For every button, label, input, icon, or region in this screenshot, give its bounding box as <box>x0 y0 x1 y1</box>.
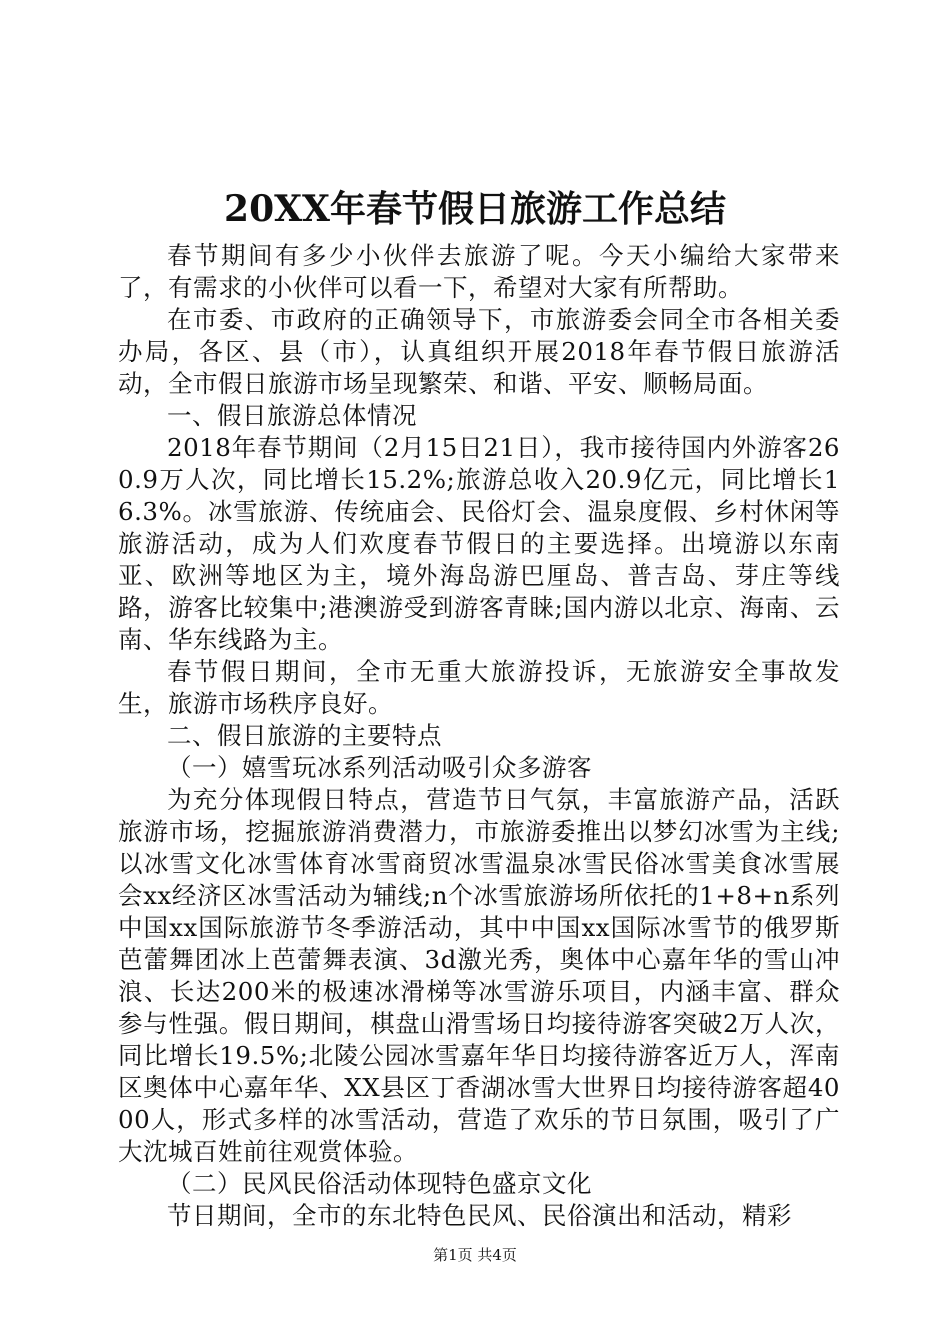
paragraph-intro: 春节期间有多少小伙伴去旅游了呢。今天小编给大家带来了，有需求的小伙伴可以看一下，希望对大家有所帮助。 <box>118 241 840 302</box>
paragraph-leadership: 在市委、市政府的正确领导下，市旅游委会同全市各相关委办局，各区、县（市），认真组织开展2018年春节假日旅游活动，全市假日旅游市场呈现繁荣、和谐、平安、顺畅局面。 <box>118 305 840 398</box>
document-body <box>118 240 840 1232</box>
subsection-heading-folk-culture: （二）民风民俗活动体现特色盛京文化 <box>167 1169 592 1198</box>
section-heading-features: 二、假日旅游的主要特点 <box>167 721 442 750</box>
section-heading-overview: 一、假日旅游总体情况 <box>167 401 417 430</box>
paragraph-safety: 春节假日期间，全市无重大旅游投诉，无旅游安全事故发生，旅游市场秩序良好。 <box>118 657 840 718</box>
subsection-heading-ice-snow: （一）嬉雪玩冰系列活动吸引众多游客 <box>167 753 592 782</box>
paragraph-folk-culture: 节日期间，全市的东北特色民风、民俗演出和活动，精彩 <box>167 1201 792 1230</box>
page-footer: 第1页 共4页 <box>433 1246 517 1264</box>
paragraph-ice-snow: 为充分体现假日特点，营造节日气氛，丰富旅游产品，活跃旅游市场，挖掘旅游消费潜力，市旅游委推出以梦幻冰雪为主线;以冰雪文化冰雪体育冰雪商贸冰雪温泉冰雪民俗冰雪美食冰雪展会xx经济区冰雪活动为辅线;n个冰雪旅游场所依托的1+8+n系列中国xx国际旅游节冬季游活动，其中中国xx国际冰雪节的俄罗斯芭蕾舞团冰上芭蕾舞表演、3d激光秀，奥体中心嘉年华的雪山冲浪、长达200米的极速冰滑梯等冰雪游乐项目，内涵丰富、群众参与性强。假日期间，棋盘山滑雪场日均接待游客突破2万人次，同比增长19.5%;北陵公园冰雪嘉年华日均接待游客近万人，浑南区奥体中心嘉年华、XX县区丁香湖冰雪大世界日均接待游客超4000人，形式多样的冰雪活动，营造了欢乐的节日氛围，吸引了广大沈城百姓前往观赏体验。 <box>118 785 840 1166</box>
document-title: 20XX年春节假日旅游工作总结 <box>224 188 726 230</box>
paragraph-statistics: 2018年春节期间（2月15日21日），我市接待国内外游客260.9万人次，同比增长15.2%;旅游总收入20.9亿元，同比增长16.3%。冰雪旅游、传统庙会、民俗灯会、温泉度假、乡村休闲等旅游活动，成为人们欢度春节假日的主要选择。出境游以东南亚、欧洲等地区为主，境外海岛游巴厘岛、普吉岛、芽庄等线路，游客比较集中;港澳游受到游客青睐;国内游以北京、海南、云南、华东线路为主。 <box>118 433 840 654</box>
